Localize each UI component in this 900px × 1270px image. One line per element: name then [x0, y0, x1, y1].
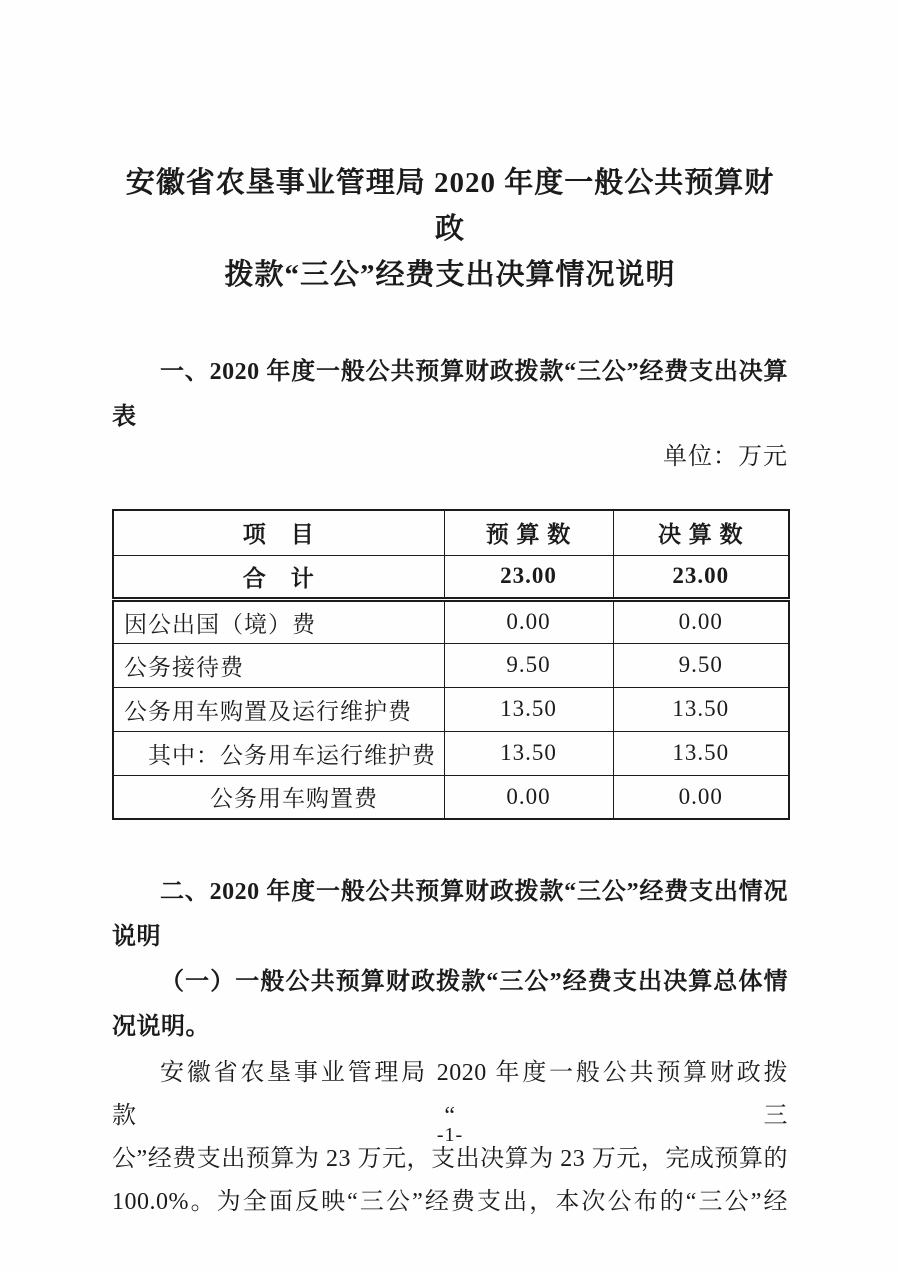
sangong-expense-table — [112, 509, 790, 820]
column-header-budget: 预 算 数 — [444, 510, 613, 555]
table-cell-item: 因公出国（境）费 — [113, 599, 444, 643]
text-line: 说明 — [112, 924, 161, 950]
table-unit-label: 单位：万元 — [663, 444, 788, 470]
table-cell-final: 0.00 — [613, 775, 789, 819]
text-line: 公”经费支出预算为 23 万元，支出决算为 23 万元，完成预算的 — [112, 1146, 788, 1172]
table-row — [113, 599, 789, 643]
table-cell-budget: 23.00 — [444, 555, 613, 599]
table-cell-final: 0.00 — [613, 599, 789, 643]
table-cell-item: 公务接待费 — [113, 643, 444, 687]
table-cell-item: 合 计 — [113, 555, 444, 599]
table-cell-budget: 13.50 — [444, 687, 613, 731]
document-title-line1: 安徽省农垦事业管理局 2020 年度一般公共预算财政 — [125, 167, 775, 245]
text-line: 一、2020 年度一般公共预算财政拨款“三公”经费支出决算 — [160, 359, 788, 385]
table-row — [113, 687, 789, 731]
section1-heading — [112, 350, 788, 440]
table-cell-final: 13.50 — [613, 687, 789, 731]
section2-heading — [112, 870, 788, 960]
text-line: 况说明。 — [112, 1014, 210, 1040]
table-cell-final: 23.00 — [613, 555, 789, 599]
table-cell-budget: 13.50 — [444, 731, 613, 775]
table-row — [113, 775, 789, 819]
table-cell-item: 公务用车购置及运行维护费 — [113, 687, 444, 731]
table-row — [113, 731, 789, 775]
document-title — [112, 0, 788, 298]
document-content — [112, 0, 788, 1224]
table-cell-final: 9.50 — [613, 643, 789, 687]
text-line: （一）一般公共预算财政拨款“三公”经费支出决算总体情 — [160, 969, 788, 995]
text-line: 表 — [112, 404, 137, 430]
text-line: 二、2020 年度一般公共预算财政拨款“三公”经费支出情况 — [160, 879, 788, 905]
table-body — [113, 555, 789, 819]
table-cell-budget: 9.50 — [444, 643, 613, 687]
table-row — [113, 555, 789, 599]
section2-subheading — [112, 960, 788, 1050]
column-header-final: 决 算 数 — [613, 510, 789, 555]
table-cell-budget: 0.00 — [444, 775, 613, 819]
table-cell-item: 公务用车购置费 — [113, 775, 444, 819]
document-title-line2: 拨款“三公”经费支出决算情况说明 — [224, 259, 676, 291]
page-number: -1- — [436, 1124, 464, 1146]
column-header-item: 项 目 — [113, 510, 444, 555]
text-line: 安徽省农垦事业管理局 2020 年度一般公共预算财政拨款“三 — [112, 1060, 788, 1129]
table-header-row — [113, 510, 789, 555]
table-row — [113, 643, 789, 687]
text-line: 100.0%。为全面反映“三公”经费支出，本次公布的“三公”经 — [112, 1189, 788, 1215]
table-cell-budget: 0.00 — [444, 599, 613, 643]
table-cell-final: 13.50 — [613, 731, 789, 775]
table-cell-item: 其中：公务用车运行维护费 — [113, 731, 444, 775]
